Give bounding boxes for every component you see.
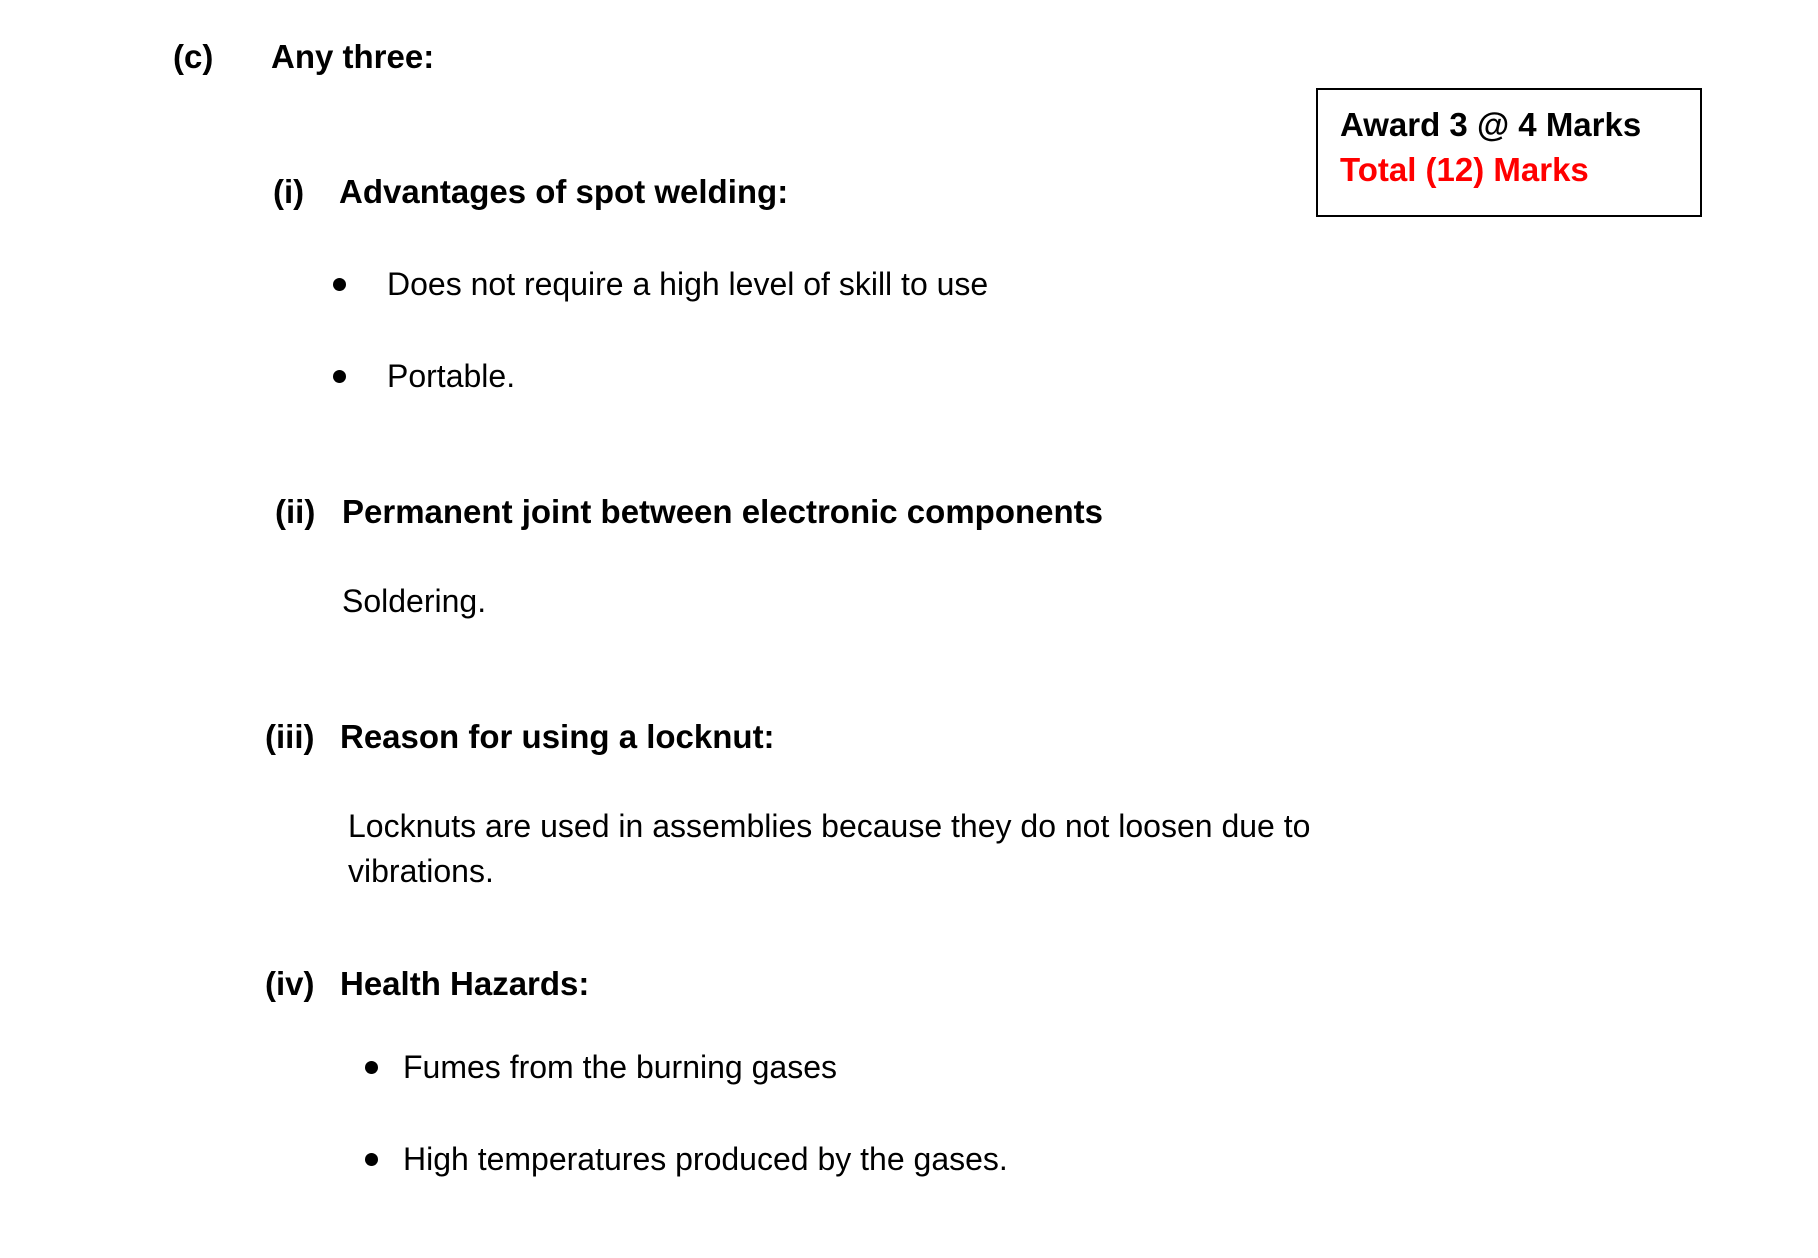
part-i-label: (i) (273, 173, 305, 210)
part-ii-title: Permanent joint between electronic components (342, 493, 1103, 530)
part-iv-label: (iv) (265, 965, 315, 1002)
part-ii-label: (ii) (275, 493, 316, 530)
part-iii-answer-line-2: vibrations. (348, 853, 494, 889)
part-iii-answer-line-1: Locknuts are used in assemblies because they do not loosen due to (348, 808, 1311, 844)
section-title: Any three: (271, 38, 435, 75)
part-iii-title: Reason for using a locknut: (340, 718, 775, 755)
bullet-icon (365, 1061, 378, 1074)
award-marks: Award 3 @ 4 Marks (1340, 106, 1642, 143)
bullet-icon (333, 278, 346, 291)
section-label: (c) (173, 38, 214, 75)
marks-box (1316, 88, 1702, 217)
part-iv-bullet-1: Fumes from the burning gases (403, 1049, 837, 1085)
part-i-title: Advantages of spot welding: (339, 173, 789, 210)
part-iv-title: Health Hazards: (340, 965, 590, 1002)
part-i-bullet-1: Does not require a high level of skill to use (387, 266, 989, 302)
total-marks: Total (12) Marks (1340, 151, 1589, 188)
part-i-bullet-2: Portable. (387, 358, 516, 394)
bullet-icon (333, 370, 346, 383)
bullet-icon (365, 1153, 378, 1166)
part-iv-bullet-2: High temperatures produced by the gases. (403, 1141, 1008, 1177)
part-ii-answer: Soldering. (342, 583, 487, 619)
part-iii-label: (iii) (265, 718, 315, 755)
